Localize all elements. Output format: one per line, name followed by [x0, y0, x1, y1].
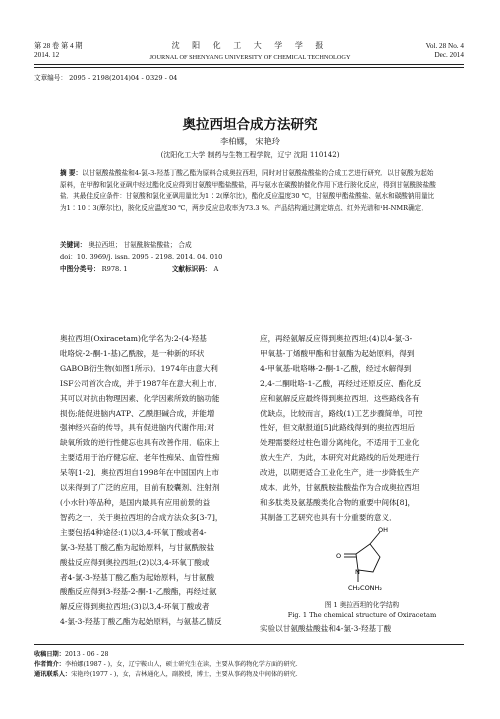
body-text-line: 应，再经氨解反应得到奥拉西坦;(4)以4-氯-3-: [260, 334, 413, 343]
oh-label: OH: [378, 526, 389, 534]
body-text-line: 氯-3-羟基丁酸乙酯为起始原料，与甘氨酰胺盐: [60, 542, 215, 552]
footnote-label: 收稿日期：: [34, 651, 65, 658]
figure-caption-en: Fig. 1 The chemical structure of Oxiracetam: [287, 611, 437, 619]
body-text-line: 其制备工艺研究也具有十分重要的意义．: [260, 512, 397, 522]
body-text-line: GABOB衍生物(如图1所示)．1974年由意大利: [60, 363, 218, 373]
body-text-line: 4-氯-3-羟基丁酸乙酯为起始原料，与氨基乙腈反: [60, 617, 222, 627]
abstract-text: 以甘氨酸盐酸盐和4-氯-3-羟基丁酸乙酯为原料合成奥拉西坦，同时对甘氨酸盐酸盐的合成工艺进行研究．以甘氨酸为起始原料，在甲醇和氯化亚砜中经过酯化反应得到甘氨酸甲酯盐酸盐，再与氨水在碳酸钠催化作用下进行胺化反应，得到甘氨酰胺盐酸盐．其最佳反应条件：甘氨酸和氯化亚砜用量比为1∶2(摩尔比)，酯化反应温度30 ℃，甘氨酸甲酯盐酸盐、氨水和碳酸钠用量比为1∶10∶3(摩尔比)，胺化反应温度30 ℃，两步反应总收率为73.3 %．产品结构通过测定熔点、红外光谱和¹H-NMR确定．: [60, 169, 436, 212]
footnote-label: 作者简介：: [34, 661, 65, 668]
body-text-line: 缺氧所致的逆行性健忘也具有改善作用．临床上: [60, 438, 220, 448]
journal-title-cn: 沈 阳 化 工 大 学 学 报: [171, 41, 329, 50]
header-rule: [34, 64, 464, 65]
footnote-text: 2013 - 06 - 28: [64, 651, 109, 658]
body-text-line: 吡咯烷-2-酮-1-基)乙酰胺，是一种新的环状: [60, 348, 205, 358]
footnote-item: [34, 670, 464, 680]
footnote-text: 李柏娜(1987 - )，女，辽宁鞍山人，硕士研究生在读，主要从事药物化学方面的研究．: [64, 661, 302, 668]
abstract: [60, 168, 438, 214]
body-text-line: 处理需要经过柱色谱分离纯化，不适用于工业化: [260, 438, 420, 448]
figure-caption: [262, 600, 462, 620]
body-text-line: 酸盐反应得到奥拉西坦;(2)以3,4-环氧丁酸或: [60, 557, 210, 567]
body-text-line: 呆等[1-2]．奥拉西坦自1998年在中国国内上市: [60, 468, 219, 478]
affiliation: (沈阳化工大学 制药与生物工程学院，辽宁 沈阳 110142): [160, 151, 340, 159]
footnote-item: [34, 660, 464, 670]
body-text-line: 4-甲氧基-吡咯啉-2-酮-1-乙酸，经过水解得到: [260, 363, 412, 373]
clc-label: 中图分类号：: [60, 265, 100, 273]
clc-code: R978. 1: [101, 265, 128, 273]
body-text-line: 性好，但文献报道[5]此路线得到的奥拉西坦后: [260, 423, 416, 433]
authors: 李柏娜， 宋艳玲: [220, 136, 280, 146]
paper-title: 奥拉西坦合成方法研究: [182, 117, 318, 133]
body-text-line: 者4-氯-3-羟基丁酸乙酯为起始原料，与甘氨酸: [60, 572, 215, 582]
body-text-line: 甲氧基-丁烯酸甲酯和甘氨酯为起始原料，得到: [260, 348, 415, 358]
body-text-line: 损伤;能促进脑内ATP、乙酰胆碱合成，并能增: [60, 408, 215, 418]
header-rule-thin: [34, 67, 464, 68]
body-text-line: 强神经兴奋的传导，具有促进脑内代谢作用;对: [60, 423, 215, 433]
body-text-line: 其可以对抗由物理因素、化学因素所致的脑功能: [60, 393, 220, 403]
body-text-line: 改进，以期更适合工业化生产，进一步降低生产: [260, 468, 420, 478]
keywords: 奥拉西坦； 甘氨酰胺盐酸盐； 合成: [88, 241, 192, 249]
article-number: 文章编号： 2095 - 2198(2014)04 - 0329 - 04: [34, 74, 178, 82]
body-text-line: 和多肽类及氨基酸类化合物的重要中间体[8]，: [260, 497, 416, 507]
side-chain-label: CH₂CONH₂: [348, 584, 383, 592]
body-text-line: 优缺点，比较而言，路线(1)工艺步骤简单，可控: [260, 408, 423, 418]
body-text-line: 酸酯反应得到3-羟基-2-酮-1-乙酸酯，再经过氨: [60, 587, 217, 597]
journal-title-en: JOURNAL OF SHENYANG UNIVERSITY OF CHEMICAL TECHNOLOGY: [149, 54, 351, 61]
body-text-line: 智药之一．关于奥拉西坦的合成方法众多[3-7]，: [60, 512, 223, 522]
left-column: [60, 332, 248, 630]
body-text-line: 解反应得到奥拉西坦;(3)以3,4-环氧丁酸或者: [60, 602, 210, 612]
n-label: N: [355, 568, 360, 576]
doi: doi：10. 3969/j. issn. 2095 - 2198. 2014. 04. 010: [60, 253, 223, 261]
right-column: [260, 332, 458, 526]
body-text-line: 2,4-二酮吡咯-1-乙酸，再经过还原反应、酯化反: [260, 378, 422, 388]
right-column-continued: 实验以甘氨酸盐酸盐和4-氯-3-羟基丁酸: [260, 624, 392, 633]
body-text-line: 应和氨解反应最终得到奥拉西坦．这些路线各有: [260, 393, 420, 403]
body-text-line: 以来得到了广泛的应用，目前有胶囊剂、注射剂: [60, 483, 220, 493]
figure-caption-cn: 图 1 奥拉西坦的化学结构: [324, 601, 400, 609]
classification: [60, 264, 438, 275]
footnote-label: 通讯联系人：: [34, 671, 72, 678]
body-text-line: 主要包括4种途径:(1)以3,4-环氧丁酸或者4-: [60, 527, 207, 537]
body-text-line: 奥拉西坦(Oxiracetam)化学名为:2-(4-羟基: [60, 334, 207, 343]
body-text-line: 成本．此外，甘氨酰胺盐酸盐作为合成奥拉西坦: [260, 483, 420, 493]
volume-issue-en: Vol. 28 No. 4 Dec. 2014: [425, 42, 464, 59]
doc-code: A: [213, 265, 219, 273]
body-text-line: 放大生产．为此，本研究对此路线的后处理进行: [260, 453, 420, 463]
oxiracetam-structure: [318, 524, 428, 594]
footnote-rule: [34, 644, 464, 645]
footnotes: [34, 650, 464, 680]
abstract-label: 摘 要：: [60, 169, 83, 177]
volume-issue-cn: 第 28 卷 第 4 期 2014. 12: [34, 42, 83, 59]
doc-code-label: 文献标识码：: [171, 265, 212, 273]
body-text-line: 主要适用于治疗健忘症、老年性痴呆、血管性痴: [60, 453, 220, 463]
o-label: O: [336, 552, 342, 560]
keywords-block: [60, 240, 438, 251]
footnote-item: [34, 650, 464, 660]
keywords-label: 关键词：: [60, 241, 87, 249]
footnote-text: 宋艳玲(1977 - )，女，吉林通化人，副教授，博士，主要从事药物及中间体的研究．: [71, 671, 302, 678]
body-text-line: (小水针)等品种，是国内最具有应用前景的益: [60, 497, 211, 507]
body-text-line: ISF公司首次合成，并于1987年在意大利上市．: [60, 378, 222, 388]
